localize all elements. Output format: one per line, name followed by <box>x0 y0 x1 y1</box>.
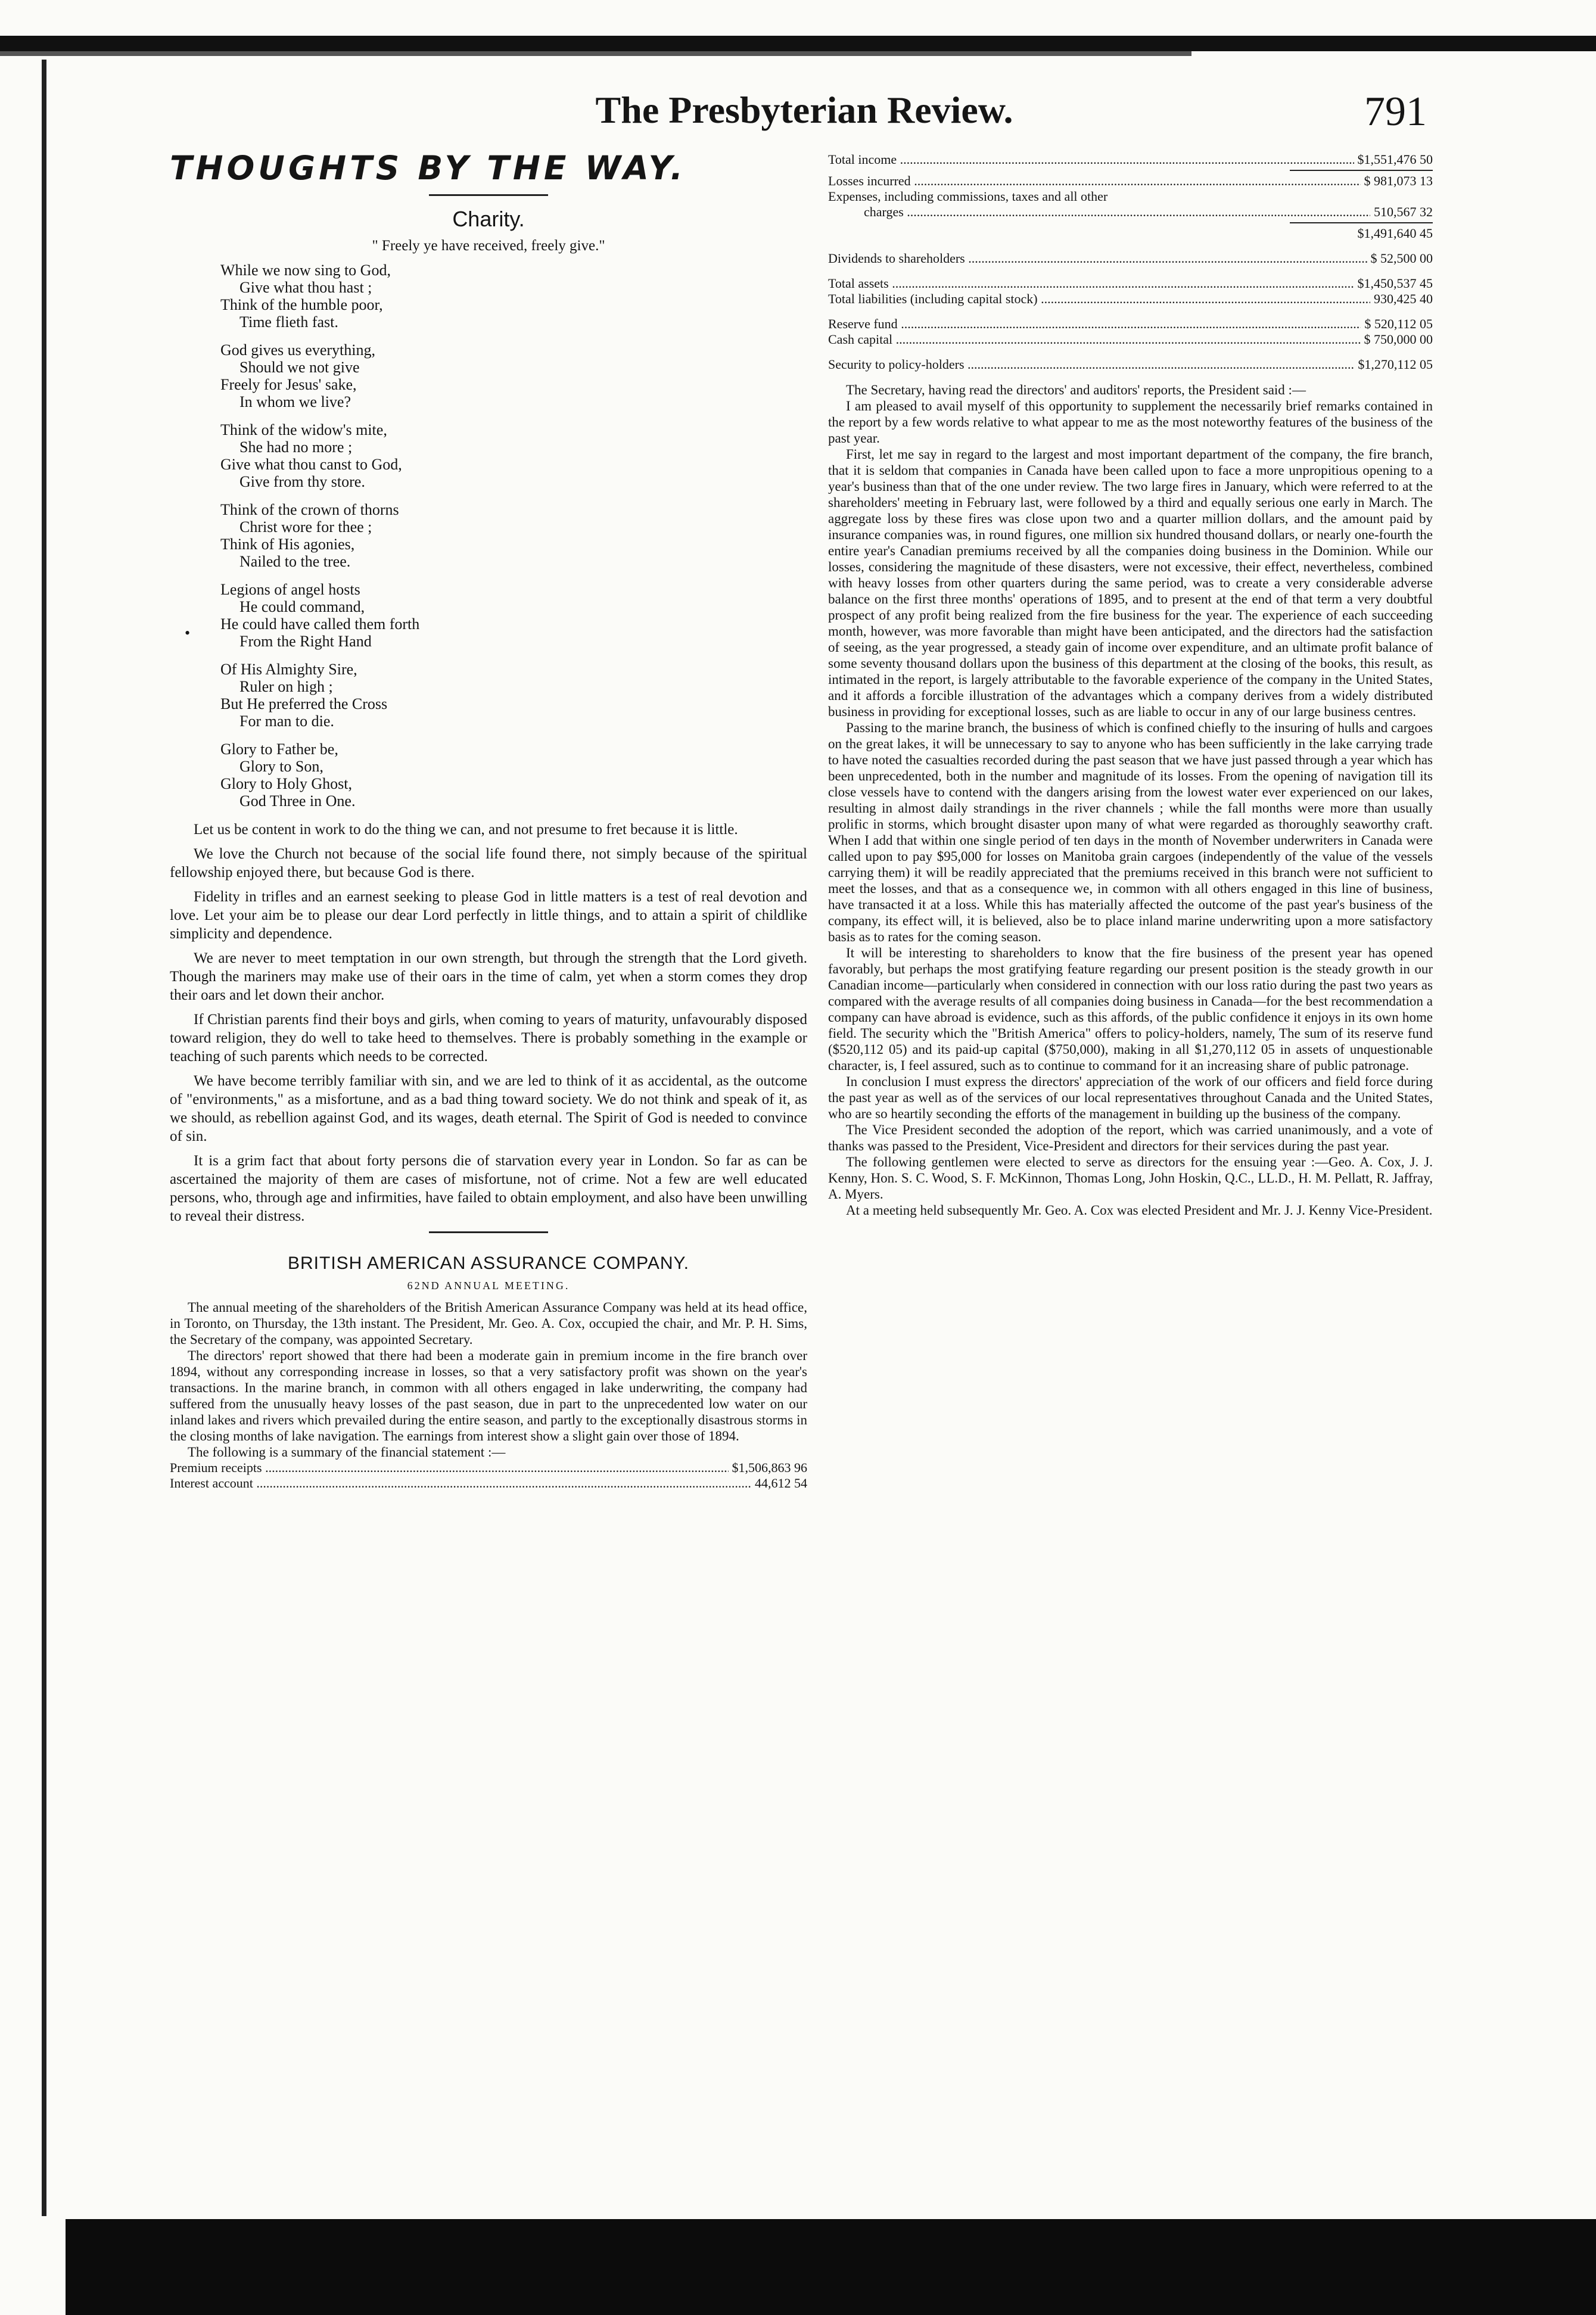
poem-stanza <box>220 262 807 331</box>
financial-amount: 510,567 32 <box>1374 204 1433 219</box>
poem-line: Freely for Jesus' sake, <box>220 376 357 393</box>
poem-line: Glory to Holy Ghost, <box>220 775 352 792</box>
article-paragraph: It will be interesting to shareholders to know that the fire business of the present year has opened favorably, but perhaps the most gratifying feature regarding our present position is the steady growth in our Canadian income—particularly when considered in connection with our loss ratio during the past two years as compared with the average results of all companies doing business in Canada—for the best recommendation a company can have abroad is evidence, such as this affords, of the public confidence it enjoys in its own home field. The security which the "British America" offers to policy-holders, namely, The sum of its reserve fund ($520,112 05) and its paid-up capital ($750,000), making in all $1,270,112 05 in assets of unquestionable character, is, I feel assured, such as to continue to command for it an increasing share of public patronage. <box>828 945 1433 1073</box>
financial-row <box>828 332 1433 347</box>
financial-row <box>828 204 1433 220</box>
poem-line: Christ wore for thee ; <box>239 518 372 536</box>
poem-line: Should we not give <box>239 359 360 376</box>
paragraph: If Christian parents find their boys and girls, when coming to years of maturity, unfavourably disposed toward religion, they do well to take heed to themselves. There is probably something in the example or teaching of such parents which needs to be corrected. <box>170 1012 807 1065</box>
paragraph: We are never to meet temptation in our own strength, but through the strength that the Lord giveth. Though the mariners may make use of their oars in the time of calm, yet when a storm comes they drop their oars and let down their anchor. <box>170 950 807 1003</box>
article-subtitle: 62ND ANNUAL MEETING. <box>407 1280 570 1292</box>
right-column <box>828 152 1433 1218</box>
poem-line: Think of the widow's mite, <box>220 421 387 438</box>
poem-stanza <box>220 740 807 810</box>
financial-amount: $1,450,537 45 <box>1357 276 1433 291</box>
page-number: 791 <box>1364 89 1427 135</box>
poem-title: Charity. <box>452 207 525 231</box>
poem-line: Legions of angel hosts <box>220 581 360 598</box>
poem-line: Time flieth fast. <box>239 313 338 331</box>
article-paragraph: The Secretary, having read the directors' and auditors' reports, the President said :— <box>846 382 1306 397</box>
sum-rule <box>1290 170 1433 171</box>
poem-line: Nailed to the tree. <box>239 553 351 570</box>
financial-row <box>828 173 1433 189</box>
scan-border-left <box>42 60 46 2216</box>
financial-amount: 930,425 40 <box>1374 291 1433 306</box>
financial-label: Total assets ..... <box>828 276 1354 291</box>
financial-amount: $1,270,112 05 <box>1358 357 1433 372</box>
financial-label: Premium receipts ..... <box>170 1460 729 1476</box>
article-paragraph: The following is a summary of the financial statement :— <box>188 1445 506 1460</box>
poem-line: In whom we live? <box>239 393 351 410</box>
poem-line: She had no more ; <box>239 438 353 456</box>
paragraph: We have become terribly familiar with sin, and we are led to think of it as accidental, as the outcome of "environments," as a misfortune, and as a bad thing toward society. We do not think and speak of it, as we should, as rebellion against God, and its wages, death eternal. The Spirit of God is needed to convince of sin. <box>170 1073 807 1144</box>
financial-amount: $1,506,863 96 <box>732 1460 807 1475</box>
poem-stanza <box>220 501 807 570</box>
paragraph: We love the Church not because of the social life found there, not simply because of the spiritual fellowship enjoyed there, but because God is there. <box>170 846 807 880</box>
financial-label: Reserve fund ..... <box>828 316 1361 332</box>
poem-line: From the Right Hand <box>239 633 372 650</box>
scan-border-top <box>0 36 1596 51</box>
paragraph: It is a grim fact that about forty persons die of starvation every year in London. So far as can be ascertained the majority of them are cases of misfortune, not of crime. Not a few are well educated persons, who, through age and infirmities, have failed to obtain employment, and also have been unwilling to reveal their distress. <box>170 1153 807 1224</box>
poem-line: God Three in One. <box>239 792 356 810</box>
poem-stanza <box>220 341 807 410</box>
financial-row <box>828 251 1433 266</box>
poem-line: Think of the crown of thorns <box>220 501 399 518</box>
poem-stanza <box>220 661 807 730</box>
sum-rule <box>1290 222 1433 223</box>
article-paragraph: At a meeting held subsequently Mr. Geo. A. Cox was elected President and Mr. J. J. Kenny Vice-President. <box>846 1203 1433 1218</box>
article-rule <box>429 1231 548 1233</box>
poem-line: Of His Almighty Sire, <box>220 661 357 678</box>
financial-label: Interest account ..... <box>170 1476 751 1491</box>
financial-row <box>170 1476 807 1491</box>
paragraph: Let us be content in work to do the thing we can, and not presume to fret because it is little. <box>194 822 738 838</box>
financial-row <box>828 276 1433 291</box>
article-paragraph: The directors' report showed that there had been a moderate gain in premium income in the fire branch over 1894, without any corresponding increase in losses, so that a very satisfactory profit was shown on the year's transactions. In the marine branch, in common with all others engaged in lake underwriting, the company had suffered from the unusually heavy losses of the past season, due in part to the unprecedented low water on our inland lakes and rivers which prevailed during the entire season, and partly to the exceptionally disastrous storms in the closing months of lake navigation. The earnings from interest show a slight gain over those of 1894. <box>170 1348 807 1443</box>
article-paragraph: The following gentlemen were elected to serve as directors for the ensuing year :—Geo. A. Cox, J. J. Kenny, Hon. S. C. Wood, S. F. McKinnon, Thomas Long, John Hoskin, Q.C., LL.D., H. M. Pellatt, R. Jaffray, A. Myers. <box>828 1155 1433 1202</box>
scan-border-bottom <box>66 2219 1596 2315</box>
financial-row <box>170 1460 807 1476</box>
financial-label: Losses incurred ..... <box>828 173 1361 189</box>
financial-amount: $ 750,000 00 <box>1364 332 1433 347</box>
financial-row <box>828 357 1433 372</box>
poem-stanza <box>220 581 807 650</box>
poem-line: Ruler on high ; <box>239 678 333 695</box>
financial-label: charges ..... <box>864 204 1370 220</box>
financial-row <box>828 291 1433 307</box>
poem-line: Think of His agonies, <box>220 536 355 553</box>
paragraph: Fidelity in trifles and an earnest seeking to please God in little matters is a test of real devotion and love. Let your aim be to please our dear Lord perfectly in little things, and to attain a spirit of childlike simplicity and dependence. <box>170 889 807 942</box>
article-paragraph: In conclusion I must express the directors' appreciation of the work of our officers and field force during the past year as well as of the services of our local representatives throughout Canada and the United States, who are so heartily seconding the efforts of the management in building up the business of the company. <box>828 1074 1433 1121</box>
poem-line: He could command, <box>239 598 365 615</box>
financial-label: Total liabilities (including capital stock) ..... <box>828 291 1370 307</box>
poem-line: While we now sing to God, <box>220 262 391 279</box>
financial-amount: 44,612 54 <box>755 1476 807 1491</box>
financial-amount: $1,551,476 50 <box>1357 152 1433 167</box>
running-head: The Presbyterian Review. <box>595 89 1013 131</box>
poem-line: Glory to Father be, <box>220 740 338 758</box>
financial-label: Dividends to shareholders ..... <box>828 251 1367 266</box>
poem-line: Give from thy store. <box>239 473 365 490</box>
poem <box>220 262 807 810</box>
financial-amount: $ 52,500 00 <box>1370 251 1433 266</box>
article-paragraph: The annual meeting of the shareholders of the British American Assurance Company was held at its head office, in Toronto, on Thursday, the 13th instant. The President, Mr. Geo. A. Cox, occupied the chair, and Mr. P. H. Sims, the Secretary of the company, was appointed Secretary. <box>170 1300 807 1347</box>
financial-label: Cash capital ..... <box>828 332 1361 347</box>
article-paragraph: I am pleased to avail myself of this opportunity to supplement the necessarily brief remarks contained in the report by a few words relative to what appear to me as the most noteworthy features of the business of the past year. <box>828 399 1433 446</box>
financial-summary-right <box>828 152 1433 372</box>
poem-line: He could have called them forth <box>220 615 420 633</box>
financial-amount: $ 981,073 13 <box>1364 173 1433 188</box>
article-paragraph: The Vice President seconded the adoption of the report, which was carried unanimously, and a vote of thanks was passed to the President, Vice-President and directors for their services during the past year. <box>828 1122 1433 1153</box>
financial-amount: $ 520,112 05 <box>1364 316 1433 331</box>
article-paragraph: Passing to the marine branch, the business of which is confined chiefly to the insuring of hulls and cargoes on the great lakes, it will be unnecessary to say to anyone who has been sufficiently in the lake carrying trade to have noted the casualties recorded during the past season that we have just passed through a year which has been unprecedented, both in the number and magnitude of its losses. From the opening of navigation till its close vessels have to contend with the dangers arising from the lowest water ever experienced on our lakes, resulting in almost daily strandings in the river channels ; while the fall months were more than usually prolific in storms, which brought disaster upon many of what were regarded as thoroughly seaworthy craft. When I add that within one single period of ten days in the month of November underwriters in Canada were called upon to pay $95,000 for losses on Manitoba grain cargoes (independently of the value of the vessels carrying them) it will be readily appreciated that the premiums received in this branch were not sufficient to meet the losses, and that as a consequence we, in common with all others engaged in this line of business, have transacted it at a loss. While this has materially affected the outcome of the past year's business of the company, its effect will, it is believed, also be to place inland marine underwriting upon a more satisfactory basis as to rates for the coming season. <box>828 720 1433 944</box>
poem-line: Glory to Son, <box>239 758 323 775</box>
financial-label: Total income ..... <box>828 152 1354 167</box>
title-rule <box>429 194 548 196</box>
financial-label: Security to policy-holders ..... <box>828 357 1354 372</box>
section-title: THOUGHTS BY THE WAY. <box>170 149 687 187</box>
article-title: BRITISH AMERICAN ASSURANCE COMPANY. <box>287 1253 690 1273</box>
financial-summary-left <box>170 1460 807 1491</box>
financial-subtotal: $1,491,640 45 <box>1357 226 1433 241</box>
article-paragraph: First, let me say in regard to the largest and most important department of the company, the fire branch, that it is seldom that companies in Canada have been called upon to face a more unpropitious opening to a year's business than that of the one under review. The two large fires in January, which were referred to at the shareholders' meeting in February last, were followed by a third and equally serious one early in March. The aggregate loss by these fires was close upon two and a quarter million dollars, and the amount paid by insurance companies was, in round figures, one million six hundred thousand dollars, or nearly one-fourth the entire year's Canadian premiums received by all the companies doing business in the Dominion. While our losses, considering the magnitude of these disasters, were not excessive, their effect, nevertheless, combined with heavy losses from other quarters during the same period, was to create a very considerable adverse balance on the first three months' operations of 1895, and to present at the end of that term a very doubtful prospect of any profit being realized from the fire business for the year. The experience of each succeeding month, however, was more favorable than might have been anticipated, and the directors had the satisfaction of seeing, as the year progressed, a steady gain of income over expenditure, and an ultimate profit balance of some seventy thousand dollars upon the business of this department at the closing of the books, this result, as intimated in the report, is largely attributable to the favorable experience of the company in the United States, and it affords a forcible illustration of the advantages which a company derives from a widely distributed business in providing for exceptional losses, such as are liable to occur in any of our large business centres. <box>828 447 1433 719</box>
poem-line: For man to die. <box>239 712 334 730</box>
poem-line: But He preferred the Cross <box>220 695 388 712</box>
poem-stanza <box>220 421 807 490</box>
left-column <box>170 149 807 1491</box>
poem-line: God gives us everything, <box>220 341 375 359</box>
poem-line: Think of the humble poor, <box>220 296 383 313</box>
scan-border-top-shadow <box>0 51 1191 56</box>
poem-line: Give what thou canst to God, <box>220 456 402 473</box>
financial-row <box>828 152 1433 167</box>
financial-label: Expenses, including commissions, taxes and all other <box>828 189 1108 204</box>
poem-line: Give what thou hast ; <box>239 279 372 296</box>
financial-row <box>828 316 1433 332</box>
poem-epigraph: " Freely ye have received, freely give." <box>372 238 605 254</box>
margin-mark: • <box>185 624 191 642</box>
